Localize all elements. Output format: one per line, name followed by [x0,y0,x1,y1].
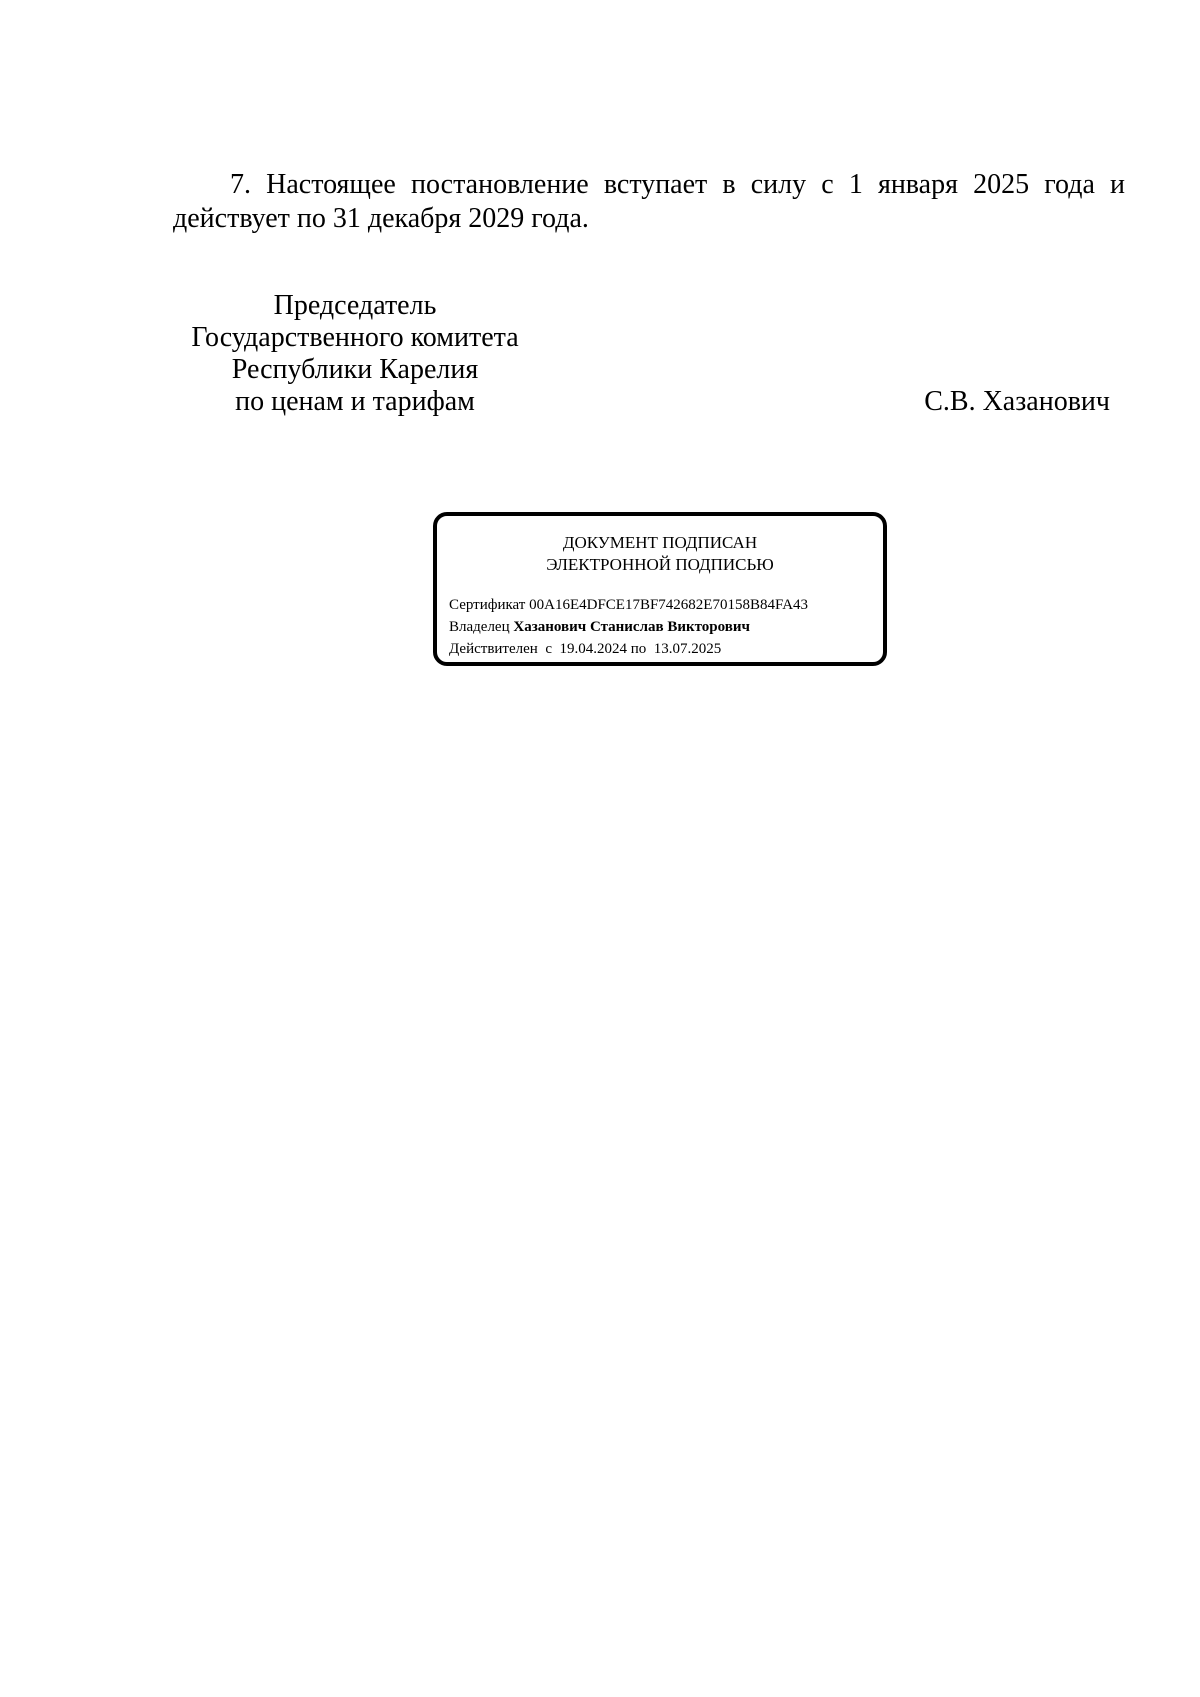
stamp-owner-row [449,616,808,638]
effective-date-paragraph: 7. Настоящее постановление вступает в силу с 1 января 2025 года и действует по 31 декабря 2029 года. [173,169,1125,234]
certificate-value: 00A16E4DFCE17BF742682E70158B84FA43 [529,597,809,613]
signer-position-line: Государственного комитета [191,322,519,353]
stamp-certificate-row [449,594,808,616]
valid-to-label: по [630,641,647,657]
valid-from-label: с [545,641,552,657]
electronic-signature-stamp [433,512,887,666]
signer-name: С.В. Хазанович [924,386,1110,417]
stamp-title-line: ДОКУМЕНТ ПОДПИСАН [562,533,758,552]
valid-from-date: 19.04.2024 [559,641,627,657]
owner-value: Хазанович Станислав Викторович [513,619,750,635]
certificate-label: Сертификат [449,597,526,613]
stamp-validity-row [449,638,808,660]
valid-label: Действителен [449,641,538,657]
owner-label: Владелец [449,619,510,635]
signer-position-line: Председатель [273,290,437,321]
stamp-header [437,532,883,576]
valid-to-date: 13.07.2025 [653,641,722,657]
signer-position-block [170,290,540,418]
signer-position-line: Республики Карелия [231,354,479,385]
stamp-title-line: ЭЛЕКТРОННОЙ ПОДПИСЬЮ [546,555,774,574]
stamp-details [449,594,808,660]
signer-position-line: по ценам и тарифам [235,386,475,417]
